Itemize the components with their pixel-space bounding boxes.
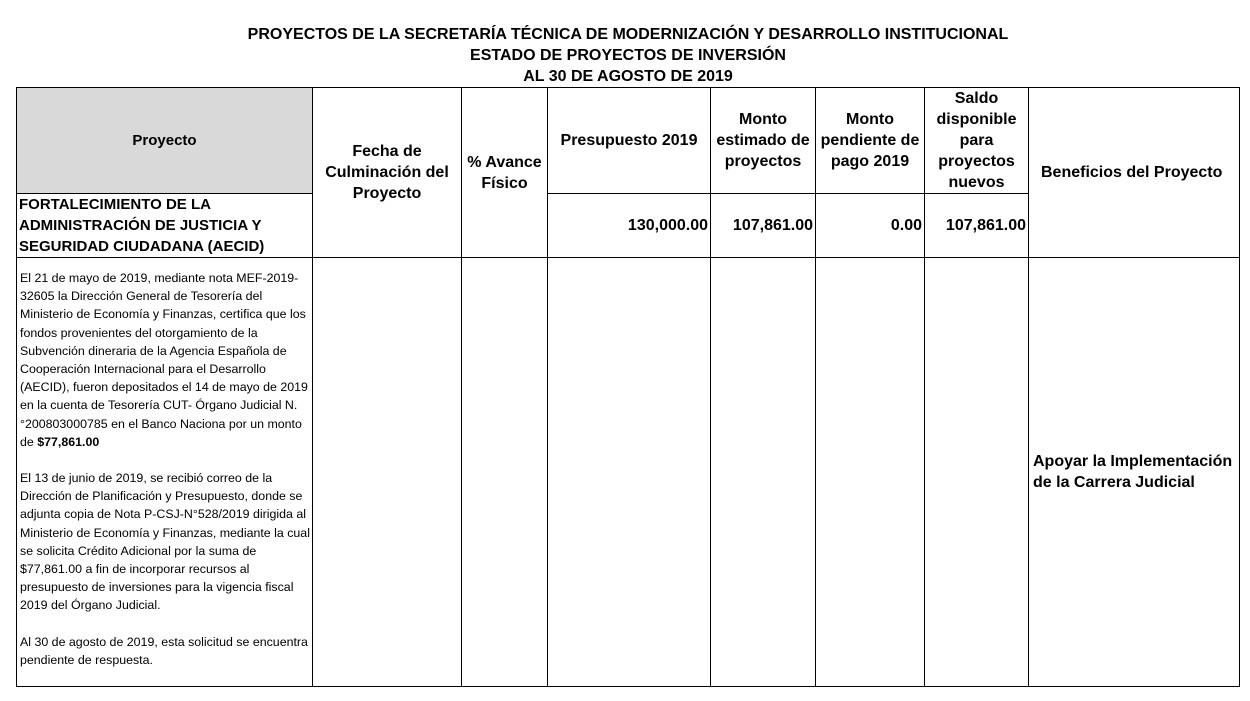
description-paragraph-1: El 21 de mayo de 2019, mediante nota MEF-2019-32605 la Dirección General de Tesorería del Ministerio de Economía y Finanzas, certifica que los fondos provenientes del otorgamiento de la Subvención dineraria de la Agencia Española de Cooperación Internacional para el Desarrollo (AECID), fueron depositados el 14 de mayo de 2019 en la cuenta de Tesorería CUT- Órgano Judicial N.°200803000785 en el Banco Naciona por un monto de $77,861.00 xyxy=(20,271,308,449)
report-titles xyxy=(0,24,1250,87)
header-monto-estimado: Monto estimado de proyectos xyxy=(711,88,816,194)
presupuesto-value: 130,000.00 xyxy=(548,194,711,258)
description-amount: $77,861.00 xyxy=(37,434,100,449)
header-beneficios: Beneficios del Proyecto xyxy=(1029,88,1240,258)
saldo-value: 107,861.00 xyxy=(925,194,1029,258)
presupuesto-cell xyxy=(548,258,711,687)
beneficio-value: Apoyar la Implementación de la Carrera Judicial xyxy=(1029,258,1240,687)
description-paragraph-2: El 13 de junio de 2019, se recibió correo de la Dirección de Planificación y Presupuesto, donde se adjunta copia de Nota P-CSJ-N°528/2019 dirigida al Ministerio de Economía y Finanzas, mediante la cual se solicita Crédito Adicional por la suma de $77,861.00 a fin de incorporar recursos al presupuesto de inversiones para la vigencia fiscal 2019 del Órgano Judicial. xyxy=(20,471,310,613)
monto-estimado-value: 107,861.00 xyxy=(711,194,816,258)
fecha-cell xyxy=(313,258,462,687)
header-avance: % Avance Físico xyxy=(462,88,548,258)
project-name: FORTALECIMIENTO DE LA ADMINISTRACIÓN DE JUSTICIA Y SEGURIDAD CIUDADANA (AECID) xyxy=(17,194,313,258)
header-fecha: Fecha de Culminación del Proyecto xyxy=(313,88,462,258)
description-paragraph-3: Al 30 de agosto de 2019, esta solicitud se encuentra pendiente de respuesta. xyxy=(20,634,308,667)
report-title: PROYECTOS DE LA SECRETARÍA TÉCNICA DE MODERNIZACIÓN Y DESARROLLO INSTITUCIONAL xyxy=(247,26,1009,43)
avance-cell xyxy=(462,258,548,687)
monto-estimado-cell xyxy=(711,258,816,687)
monto-pendiente-cell xyxy=(816,258,925,687)
header-presupuesto: Presupuesto 2019 xyxy=(548,88,711,194)
header-monto-pendiente: Monto pendiente de pago 2019 xyxy=(816,88,925,194)
project-description xyxy=(17,258,313,687)
report-subtitle: ESTADO DE PROYECTOS DE INVERSIÓN xyxy=(470,47,786,64)
projects-table xyxy=(16,87,1240,687)
report-date: AL 30 DE AGOSTO DE 2019 xyxy=(523,68,733,85)
header-proyecto: Proyecto xyxy=(17,88,313,194)
monto-pendiente-value: 0.00 xyxy=(816,194,925,258)
header-saldo: Saldo disponible para proyectos nuevos xyxy=(925,88,1029,194)
saldo-cell xyxy=(925,258,1029,687)
